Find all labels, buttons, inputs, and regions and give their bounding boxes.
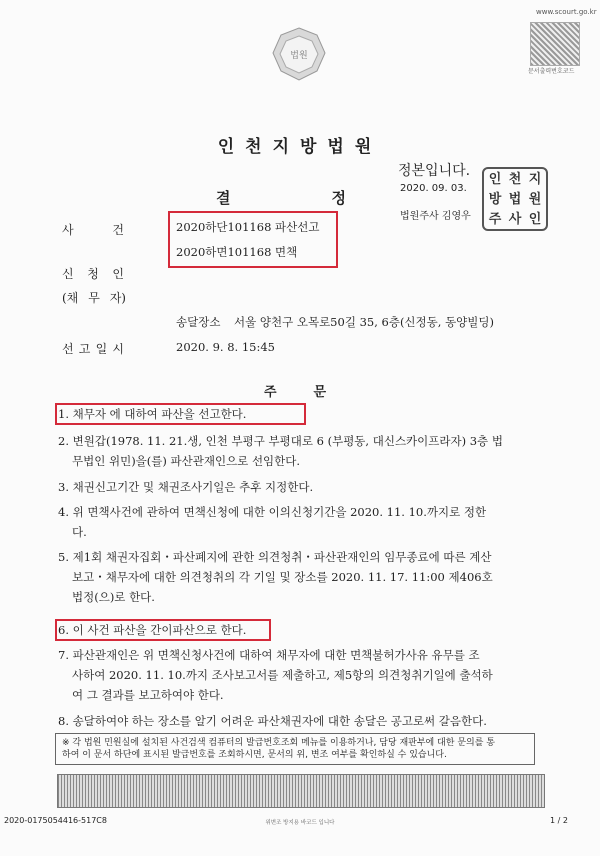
service-address: 서울 양천구 오목로50길 35, 6층(신정동, 동양빌딩) xyxy=(234,315,494,329)
service-address-label: 송달장소 xyxy=(176,315,221,329)
official-stamp: 인 천 지 방 법 원 주 사 인 xyxy=(482,167,548,231)
decision-date-label: 선 고 일 시 xyxy=(62,342,124,356)
order-item-5: 5. 제1회 채권자집회・파산폐지에 관한 의견청취・파산관재인의 임무종료에 따른 계산 보고・채무자에 대한 의견청취의 각 기일 및 장소를 2020. 11. 17. 11:00 제406호 법정(으)로 한다. xyxy=(58,550,493,604)
seal-text: 법원 xyxy=(290,51,308,61)
case-label: 사 건 xyxy=(62,223,124,237)
order-item-1: 1. 채무자 에 대하여 파산을 선고한다. xyxy=(58,407,247,421)
applicant-label: 신 청 인 xyxy=(62,267,124,281)
court-seal-icon xyxy=(263,26,335,84)
order-item-4: 4. 위 면책사건에 관하여 면책신청에 대한 이의신청기간을 2020. 11. 10.까지로 정한 다. xyxy=(58,505,487,539)
debtor-sublabel: (채 무 자) xyxy=(62,291,126,305)
case-number-1: 2020하단101168 파산선고 xyxy=(176,220,320,234)
decision-title: 결 정 xyxy=(216,189,346,207)
order-item-3: 3. 채권신고기간 및 채권조사기일은 추후 지정한다. xyxy=(58,480,314,494)
qr-code xyxy=(530,22,580,66)
order-heading: 주 문 xyxy=(264,385,326,400)
case-number-2: 2020하면101168 면책 xyxy=(176,245,298,259)
decision-date: 2020. 9. 8. 15:45 xyxy=(176,340,275,354)
document-id: 2020-0175054416-517C8 xyxy=(4,816,107,825)
certification-label: 정본입니다. xyxy=(398,163,471,179)
order-item-6: 6. 이 사건 파산을 간이파산으로 한다. xyxy=(58,623,247,637)
barcode-caption: 위변조 방지용 바코드 입니다 xyxy=(265,820,335,826)
site-url: www.scourt.go.kr xyxy=(536,8,597,16)
qr-caption: 문서출력번호코드 xyxy=(528,68,575,75)
court-name: 인천지방법원 xyxy=(217,137,383,157)
verification-notice: ※ 각 법원 민원실에 설치된 사건검색 컴퓨터의 발급번호조회 메뉴를 이용하거나, 담당 재판부에 대한 문의를 통 하여 이 문서 하단에 표시된 발급번호를 조회하시면, 문서의 위, 변조 여부를 확인하실 수 있습니다. xyxy=(55,733,535,765)
page-number: 1 / 2 xyxy=(550,816,568,825)
anti-forgery-barcode xyxy=(57,774,545,808)
certification-clerk: 법원주사 김영우 xyxy=(400,211,471,222)
order-item-2: 2. 변원갑(1978. 11. 21.생, 인천 부평구 부평대로 6 (부평동, 대신스카이프라자) 3층 법 무법인 위민)을(를) 파산관재인으로 선임한다. xyxy=(58,434,503,468)
order-item-8: 8. 송달하여야 하는 장소를 알기 어려운 파산채권자에 대한 송달은 공고로써 갈음한다. xyxy=(58,714,487,728)
certification-date: 2020. 09. 03. xyxy=(400,183,467,194)
order-item-7: 7. 파산관재인은 위 면책신청사건에 대하여 채무자에 대한 면책불허가사유 유무를 조 사하여 2020. 11. 10.까지 조사보고서를 제출하고, 제5항의 의견청취기일에 출석하 여 그 결과를 보고하여야 한다. xyxy=(58,648,493,702)
